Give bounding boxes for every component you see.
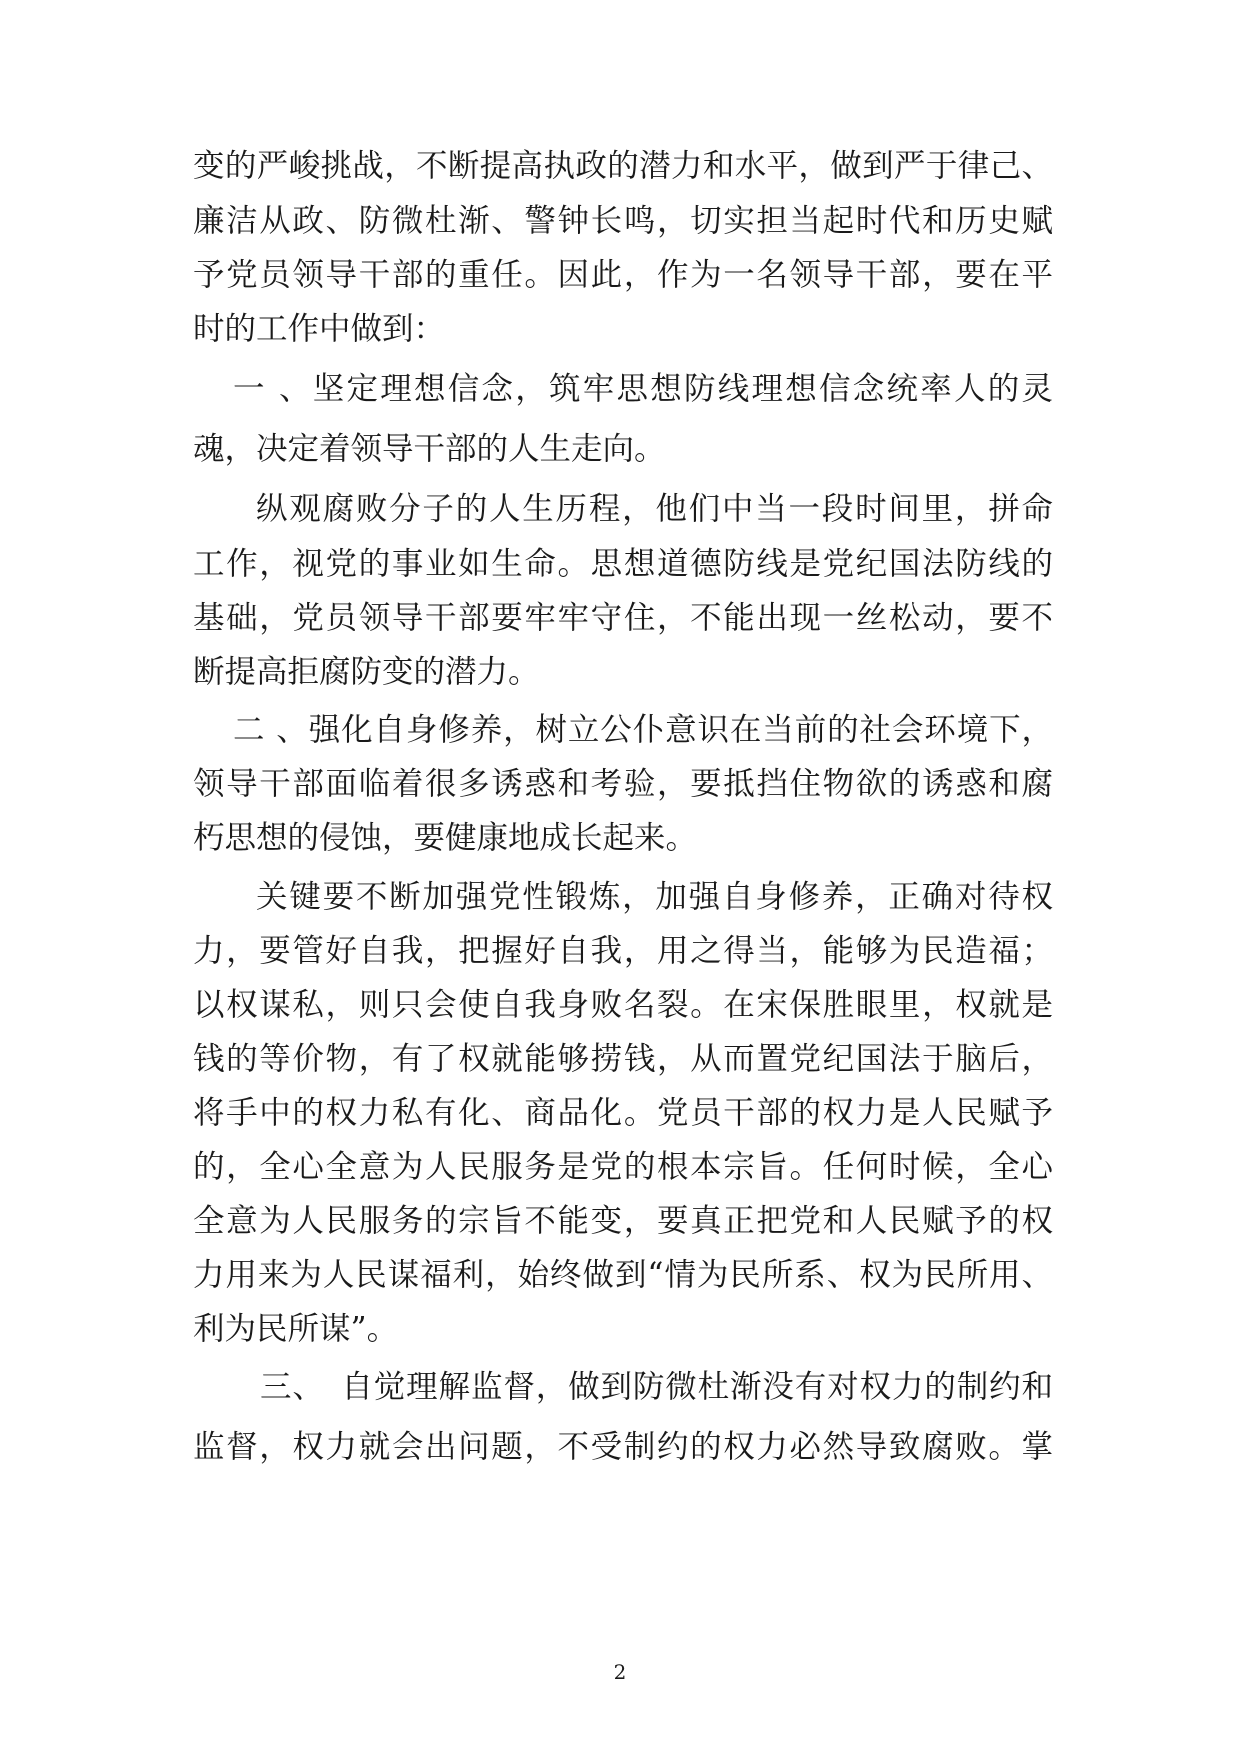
text-line: 以权谋私，则只会使自我身败名裂。在宋保胜眼里，权就是 — [193, 987, 1053, 1023]
text-line: 朽思想的侵蚀，要健康地成长起来。 — [193, 820, 698, 856]
text-line: 将手中的权力私有化、商品化。党员干部的权力是人民赋予 — [193, 1095, 1053, 1131]
text-line: 利为民所谋”。 — [193, 1311, 399, 1347]
page-number: 2 — [613, 1660, 627, 1684]
text-line: 力用来为人民谋福利，始终做到“情为民所系、权为民所用、 — [193, 1257, 1053, 1293]
text-line: 廉洁从政、防微杜渐、警钟长鸣，切实担当起时代和历史赋 — [193, 203, 1053, 239]
text-line: 变的严峻挑战，不断提高执政的潜力和水平，做到严于律己、 — [193, 148, 1053, 184]
text-line: 时的工作中做到： — [193, 311, 446, 347]
heading-two: 二 、强化自身修养，树立公仆意识在当前的社会环境下， — [233, 712, 1053, 748]
text-line: 纵观腐败分子的人生历程，他们中当一段时间里，拼命 — [256, 491, 1053, 527]
text-line: 力，要管好自我，把握好自我，用之得当，能够为民造福； — [193, 933, 1053, 969]
text-line: 工作，视党的事业如生命。思想道德防线是党纪国法防线的 — [193, 546, 1053, 582]
text-line: 关键要不断加强党性锻炼，加强自身修养，正确对待权 — [256, 879, 1053, 915]
text-line: 基础，党员领导干部要牢牢守住，不能出现一丝松动，要不 — [193, 600, 1053, 636]
text-line: 予党员领导干部的重任。因此，作为一名领导干部，要在平 — [193, 257, 1053, 293]
text-line: 的，全心全意为人民服务是党的根本宗旨。任何时候，全心 — [193, 1149, 1053, 1185]
text-line: 全意为人民服务的宗旨不能变，要真正把党和人民赋予的权 — [193, 1203, 1053, 1239]
text-line: 魂，决定着领导干部的人生走向。 — [193, 431, 666, 467]
text-line: 领导干部面临着很多诱惑和考验，要抵挡住物欲的诱惑和腐 — [193, 766, 1053, 802]
heading-one: 一 、坚定理想信念，筑牢思想防线理想信念统率人的灵 — [233, 371, 1053, 407]
text-line: 监督，权力就会出问题，不受制约的权力必然导致腐败。掌 — [193, 1429, 1053, 1465]
text-line: 断提高拒腐防变的潜力。 — [193, 654, 540, 690]
heading-three: 三、 自觉理解监督，做到防微杜渐没有对权力的制约和 — [260, 1369, 1053, 1405]
text-line: 钱的等价物，有了权就能够捞钱，从而置党纪国法于脑后， — [193, 1041, 1053, 1077]
